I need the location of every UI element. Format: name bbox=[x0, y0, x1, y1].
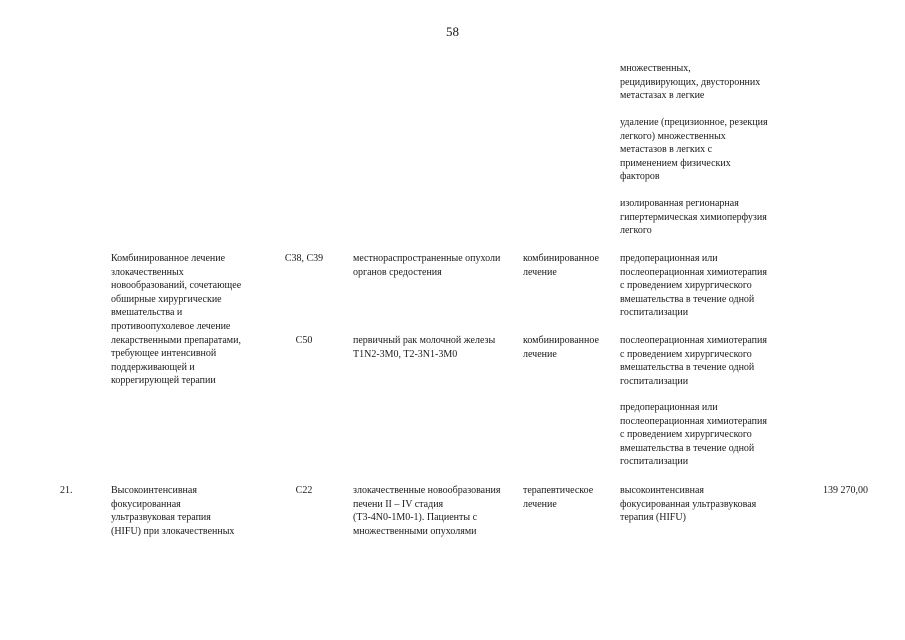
icd-code-cell: C22 bbox=[295, 485, 313, 496]
method-cell: изолированная регионарная гипертермическая химиоперфузия легкого bbox=[620, 198, 767, 237]
method-cell: множественных, рецидивирующих, двусторонних метастазах в легкие bbox=[620, 63, 761, 102]
icd-code-cell: C50 bbox=[295, 335, 313, 346]
patient-model-cell: первичный рак молочной железы T1N2-3M0, T2-3N1-3M0 bbox=[353, 335, 496, 360]
method-cell: послеоперационная химиотерапия с проведением хирургического вмешательства в течение одной госпитализации bbox=[620, 335, 767, 387]
profile-cell: Высокоинтенсивная фокусированная ультразвуковая терапия (HIFU) при злокачественных bbox=[111, 485, 235, 537]
treatment-type-cell: терапевтическое лечение bbox=[523, 485, 594, 510]
method-cell: удаление (прецизионное, резекция легкого) множественных метастазов в легких с применением физических факторов bbox=[620, 117, 768, 183]
row-number: 21. bbox=[60, 485, 73, 496]
method-cell: высокоинтенсивная фокусированная ультразвуковая терапия (HIFU) bbox=[620, 485, 757, 524]
patient-model-cell: местнораспространенные опухоли органов средостения bbox=[353, 253, 501, 278]
icd-code-cell: C38, C39 bbox=[284, 253, 324, 264]
page-number: 58 bbox=[446, 24, 459, 39]
method-cell: предоперационная или послеоперационная химиотерапия с проведением хирургического вмешательства в течение одной госпитализации bbox=[620, 402, 767, 468]
patient-model-cell: злокачественные новообразования печени II – IV стадия (T3-4N0-1M0-1). Пациенты с множественными опухолями bbox=[353, 485, 501, 537]
treatment-type-cell: комбинированное лечение bbox=[523, 335, 599, 360]
treatment-type-cell: комбинированное лечение bbox=[523, 253, 599, 278]
method-cell: предоперационная или послеоперационная химиотерапия с проведением хирургического вмешательства в течение одной госпитализации bbox=[620, 253, 767, 319]
profile-cell: Комбинированное лечение злокачественных новообразований, сочетающее обширные хирургические вмешательства и противоопухолевое лечение лекарственными препаратами, требующее интенсивной поддерживающей и коррегирующей терапии bbox=[111, 253, 242, 387]
cost-cell: 139 270,00 bbox=[823, 485, 868, 496]
